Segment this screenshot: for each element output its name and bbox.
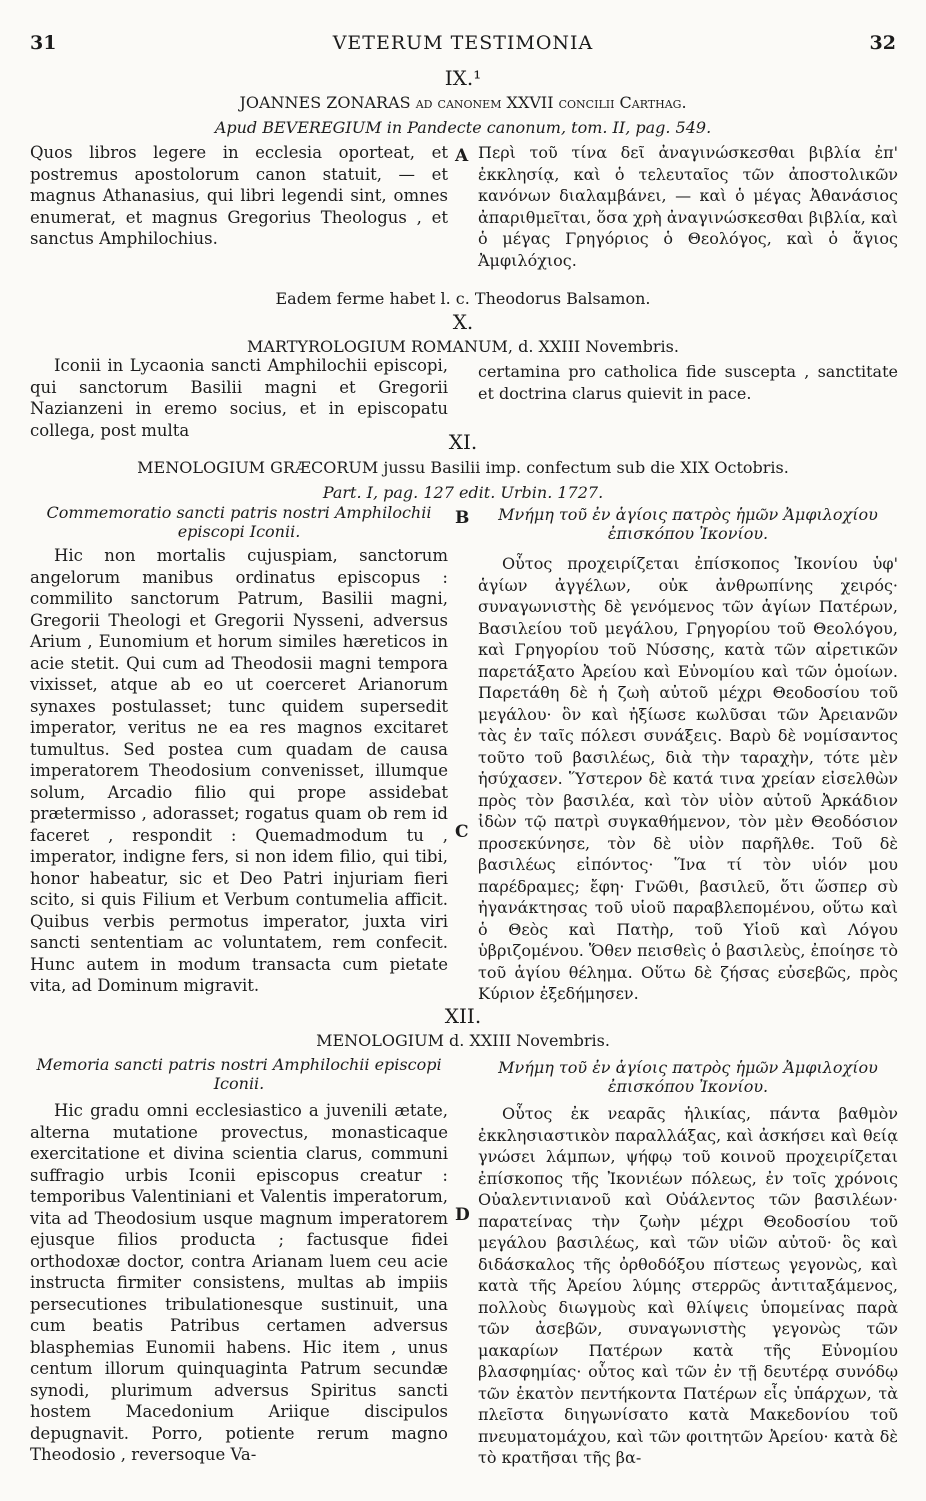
section-ix-number: IX.¹ [444, 66, 482, 90]
section-xii-latin-title: Memoria sancti patris nostri Amphilochii episcopi Iconii. [36, 1055, 442, 1093]
section-ix-source-2: Apud BEVEREGIUM in Pandecte canonum, tom. II, pag. 549. [214, 118, 712, 137]
section-xii-greek: Οὗτος ἐκ νεαρᾶς ἡλικίας, πάντα βαθμὸν ἐκκλησιαστικὸν παραλλάξας, καὶ ἀσκήσει καὶ θείᾳ γνώσει λάμπων, ψήφῳ τοῦ κοινοῦ προχειρίζεται ἐπίσκοπος τῆς Ἰκονιέων πόλεως, ἐν τοῖς χρόνοις Οὐαλεντινιανοῦ καὶ Οὐάλεντος τῶν βασιλέων· παρατείνας τὴν ζωὴν μέχρι Θεοδοσίου τοῦ μεγάλου βασιλέως, καὶ τῶν υἱῶν αὐτοῦ· ὃς καὶ διδάσκαλος τῆς ὀρθοδόξου πίστεως γεγονὼς, καὶ κατὰ τῆς Ἀρείου λύμης στερρῶς ἀντιταξάμενος, πολλοὺς διωγμοὺς καὶ θλίψεις ὑπομείνας παρὰ τῶν ἀσεβῶν, συναγωνιστὴς γεγονὼς τῶν μακαρίων Πατέρων κατὰ τῆς Εὐνομίου βλασφημίας· οὗτος καὶ τῶν ἐν τῇ δευτέρᾳ συνόδῳ τῶν ἑκατὸν πεντήκοντα Πατέρων εἷς ὑπάρχων, τὰ πλεῖστα διηγωνίσατο κατὰ Μακεδονίου τοῦ πνευματομάχου, καὶ τῶν φοιτητῶν Ἀρείου· κατὰ δὲ τὸ κρατῆσαι τῆς βα- [478, 1104, 898, 1467]
margin-letter-b: B [455, 508, 470, 528]
section-xii-source: MENOLOGIUM d. XXIII Novembris. [316, 1031, 610, 1050]
section-xii-latin: Hic gradu omni ecclesiastico a juvenili ætate, alterna mutatione provectus, monasticaque exercitatione et divina scientia clarus, communi suffragio urbis Iconii episcopus creatur : temporibus Valentiniani et Valentis imperatorum, vita ad Theodosium usque magnum imperatorem ejusque filios producta ; factusque fidei orthodoxæ doctor, contra Arianam luem ceu acie instructa firmiter consistens, multas ab impiis persecutiones tribulationesque sustinuit, una cum beatis Patribus certamen adversus blasphemias Eunomii habens. Hic item , unus centum illorum quinquaginta Patrum secundæ synodi, plurimum adversus Spiritus sancti hostem Macedonium Ariique discipulos depugnavit. Porro, potiente rerum magno Theodosio , reversoque Va- [30, 1101, 448, 1464]
section-x-number: X. [452, 310, 474, 334]
section-x-source: MARTYROLOGIUM ROMANUM, d. XXIII Novembris. [247, 337, 679, 356]
section-xii-number: XII. [444, 1004, 482, 1028]
page-header [30, 32, 896, 58]
section-ix-greek: Περὶ τοῦ τίνα δεῖ ἀναγινώσκεσθαι βιβλία ἐπ' ἐκκλησίᾳ, καὶ ὁ τελευταῖος τῶν ἀποστολικῶν κανόνων διαλαμβάνει, — καὶ ὁ μέγας Ἀθανάσιος ἀπαριθμεῖται, ὅσα χρὴ ἀναγινώσκεσθαι βιβλία, καὶ ὁ μέγας Γρηγόριος ὁ Θεολόγος, καὶ ὁ ἅγιος Ἀμφιλόχιος. [478, 143, 898, 270]
running-title: VETERUM TESTIMONIA [332, 32, 594, 54]
section-x-latin-continued: certamina pro catholica fide suscepta , sanctitate et doctrina clarus quievit in pace. [478, 362, 898, 403]
page-number-left: 31 [30, 32, 57, 54]
section-xi-greek-title: Μνήμη τοῦ ἐν ἁγίοις πατρὸς ἡμῶν Ἀμφιλοχίου ἐπισκόπου Ἰκονίου. [498, 505, 878, 543]
section-x-latin: Iconii in Lycaonia sancti Amphilochii episcopi, qui sanctorum Basilii magni et Gregorii Nazianzeni in eremo socius, et in episcopatu collega, post multa [30, 356, 448, 440]
section-xii-greek-title: Μνήμη τοῦ ἐν ἁγίοις πατρὸς ἡμῶν Ἀμφιλοχίου ἐπισκόπου Ἰκονίου. [498, 1058, 878, 1096]
margin-letter-a: A [455, 146, 469, 166]
page-number-right: 32 [869, 32, 896, 54]
section-xi-source-2: Part. I, pag. 127 edit. Urbin. 1727. [322, 483, 604, 502]
margin-letter-d: D [455, 1205, 470, 1225]
section-xi-greek: Οὗτος προχειρίζεται ἐπίσκοπος Ἰκονίου ὑφ' ἁγίων ἀγγέλων, οὐκ ἀνθρωπίνης χειρός· συναγωνιστὴς δὲ γενόμενος τῶν ἁγίων Πατέρων, Βασιλείου τοῦ μεγάλου, Γρηγορίου τοῦ Θεολόγου, καὶ Γρηγορίου τοῦ Νύσσης, κατὰ τῶν αἱρετικῶν παρετάξατο Ἀρείου καὶ Εὐνομίου καὶ τῶν ὁμοίων. Παρετάθη δὲ ἡ ζωὴ αὐτοῦ μέχρι Θεοδοσίου τοῦ μεγάλου· ὃν καὶ ἠξίωσε κωλῦσαι τῶν Ἀρειανῶν τὰς ἐν ταῖς πόλεσι συνάξεις. Βαρὺ δὲ νομίσαντος τοῦτο τοῦ βασιλέως, διὰ τὴν ταραχὴν, τότε μὲν ἡσύχασεν. Ὕστερον δὲ κατά τινα χρείαν εἰσελθὼν πρὸς τὸν βασιλέα, καὶ τὸν υἱὸν αὐτοῦ Ἀρκάδιον ἰδὼν τῷ πατρὶ συγκαθήμενον, τὸν μὲν Θεοδόσιον προσεκύνησε, τὸν δὲ υἱὸν παρῆλθε. Τοῦ δὲ βασιλέως εἰπόντος· Ἵνα τί τὸν υἱόν μου παρέδραμες; ἔφη· Γνῶθι, βασιλεῦ, ὅτι ὥσπερ σὺ ἠγανάκτησας τοῦ υἱοῦ παραβλεπομένου, οὕτω καὶ ὁ Θεὸς καὶ Πατὴρ, τοῦ Υἱοῦ καὶ Λόγου ὑβριζομένου. Ὅθεν πεισθεὶς ὁ βασιλεὺς, ἐποίησε τὸ τοῦ ἁγίου θέλημα. Οὕτω δὲ ζήσας εὐσεβῶς, πρὸς Κύριον ἐξεδήμησεν. [478, 554, 898, 1003]
section-ix-source-1: JOANNES ZONARAS ad canonem XXVII concilii Carthag. [239, 93, 687, 112]
section-xi-latin-title: Commemoratio sancti patris nostri Amphilochii episcopi Iconii. [46, 503, 432, 541]
section-ix-latin: Quos libros legere in ecclesia oporteat, et postremus apostolorum canon statuit, — et magnus Athanasius, qui libri legendi sint, omnes enumerat, et magnus Gregorius Theologus , et sanctus Amphilochius. [30, 143, 448, 248]
section-ix-note: Eadem ferme habet l. c. Theodorus Balsamon. [275, 289, 651, 308]
margin-letter-c: C [455, 822, 469, 842]
section-xi-number: XI. [448, 430, 478, 454]
section-xi-source-1: MENOLOGIUM GRÆCORUM jussu Basilii imp. confectum sub die XIX Octobris. [137, 458, 789, 477]
section-xi-latin: Hic non mortalis cujuspiam, sanctorum angelorum manibus ordinatus episcopus : commilito sanctorum Patrum, Basilii magni, Gregorii Theologi et Gregorii Nysseni, adversus Arium , Eunomium et horum similes hæreticos in acie stetit. Qui cum ad Theodosii magni tempora vixisset, atque ab eo ut coerceret Arianorum synaxes postulasset; tunc quidem supersedit imperator, veritus ne ea res magnos excitaret tumultus. Sed postea cum quadam de causa imperatorem Theodosium convenisset, illumque solum, Arcadio filio qui prope assidebat prætermisso , adorasset; rogatus quam ob rem id faceret , respondit : Quemadmodum tu , imperator, indigne fers, si non idem filio, qui tibi, honor habeatur, sic et Deo Patri injuriam fieri scito, si quis Filium et Verbum contumelia afficit. Quibus verbis permotus imperator, juxta viri sancti sententiam ac voluntatem, rem confecit. Hunc autem in modum transacta cum pietate vita, ad Dominum migravit. [30, 546, 448, 995]
